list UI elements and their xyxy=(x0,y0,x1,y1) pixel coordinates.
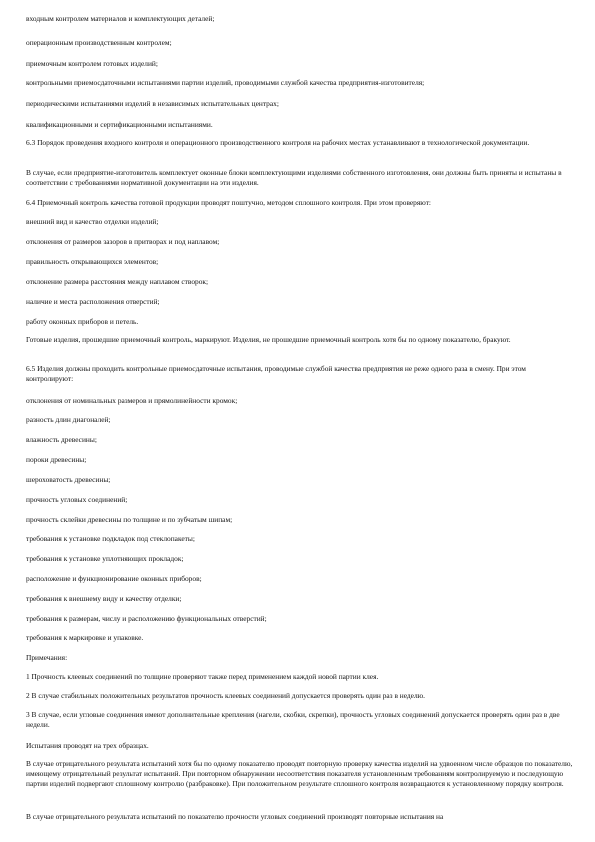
paragraph: отклонения от размеров зазоров в притворах и под наплавом; xyxy=(26,237,220,246)
paragraph: требования к маркировке и упаковке. xyxy=(26,633,144,642)
notes-heading: Примечания: xyxy=(26,653,68,662)
paragraph: периодическими испытаниями изделий в независимых испытательных центрах; xyxy=(26,99,279,108)
paragraph: расположение и функционирование оконных приборов; xyxy=(26,574,202,583)
note-item: 3 В случае, если угловые соединения имеют дополнительные крепления (нагели, скобки, скрепки), прочность угловых соединений допускается проверять один раз в две недели. xyxy=(26,710,560,729)
paragraph: работу оконных приборов и петель. xyxy=(26,317,139,326)
paragraph: В случае, если предприятие-изготовитель комплектует оконные блоки комплектующими изделиями собственного изготовления, они должны быть приняты и испытаны в соответствии с требованиями нормативной документации на эти изделия. xyxy=(26,168,562,187)
note-item: 1 Прочность клеевых соединений по толщине проверяют также перед применением каждой новой партии клея. xyxy=(26,672,379,681)
paragraph: влажность древесины; xyxy=(26,435,97,444)
paragraph: внешний вид и качество отделки изделий; xyxy=(26,217,159,226)
paragraph: разность длин диагоналей; xyxy=(26,415,111,424)
paragraph: пороки древесины; xyxy=(26,455,87,464)
paragraph: отклонение размера расстояния между наплавом створок; xyxy=(26,277,209,286)
paragraph: шероховатость древесины; xyxy=(26,475,111,484)
paragraph: правильность открывающихся элементов; xyxy=(26,257,159,266)
paragraph: входным контролем материалов и комплектующих деталей; xyxy=(26,14,215,23)
paragraph: В случае отрицательного результата испытаний хотя бы по одному показателю проводят повторную проверку качества изделий на удвоенном числе образцов по показателю, имеющему отрицательный результат испытаний. При повторном обнаружении несоответствия показателя установленным требованиям контролируемую и последующую партии изделий подвергают сплошному контролю (разбраковке). При положительном результате сплошного контроля возвращаются к установленному порядку контроля. xyxy=(26,759,573,788)
paragraph: требования к внешнему виду и качеству отделки; xyxy=(26,594,182,603)
paragraph: требования к установке уплотняющих прокладок; xyxy=(26,554,184,563)
paragraph: квалификационными и сертификационными испытаниями. xyxy=(26,120,213,129)
paragraph: 6.3 Порядок проведения входного контроля и операционного производственного контроля на рабочих местах устанавливают в технологической документации. xyxy=(26,138,530,147)
paragraph: прочность угловых соединений; xyxy=(26,495,128,504)
paragraph: операционным производственным контролем; xyxy=(26,38,172,47)
paragraph: контрольными приемосдаточными испытаниями партии изделий, проводимыми службой качества предприятия-изготовителя; xyxy=(26,78,425,87)
paragraph: приемочным контролем готовых изделий; xyxy=(26,59,158,68)
paragraph: прочность склейки древесины по толщине и по зубчатым шипам; xyxy=(26,515,233,524)
paragraph: наличие и места расположения отверстий; xyxy=(26,297,160,306)
paragraph: Готовые изделия, прошедшие приемочный контроль, маркируют. Изделия, не прошедшие приемочный контроль хотя бы по одному показателю, бракуют. xyxy=(26,335,511,344)
paragraph: В случае отрицательного результата испытаний по показателю прочности угловых соединений производят повторные испытания на xyxy=(26,812,444,821)
paragraph: отклонения от номинальных размеров и прямолинейности кромок; xyxy=(26,396,238,405)
paragraph: 6.4 Приемочный контроль качества готовой продукции проводят поштучно, методом сплошного контроля. При этом проверяют: xyxy=(26,198,431,207)
note-item: 2 В случае стабильных положительных результатов прочность клеевых соединений допускается проверять один раз в неделю. xyxy=(26,691,426,700)
document-page xyxy=(26,0,574,842)
paragraph: требования к размерам, числу и расположению функциональных отверстий; xyxy=(26,614,267,623)
paragraph: требования к установке подкладок под стеклопакеты; xyxy=(26,534,195,543)
paragraph: Испытания проводят на трех образцах. xyxy=(26,741,149,750)
paragraph: 6.5 Изделия должны проходить контрольные приемосдаточные испытания, проводимые службой качества предприятия не реже одного раза в смену. При этом контролируют: xyxy=(26,364,526,383)
